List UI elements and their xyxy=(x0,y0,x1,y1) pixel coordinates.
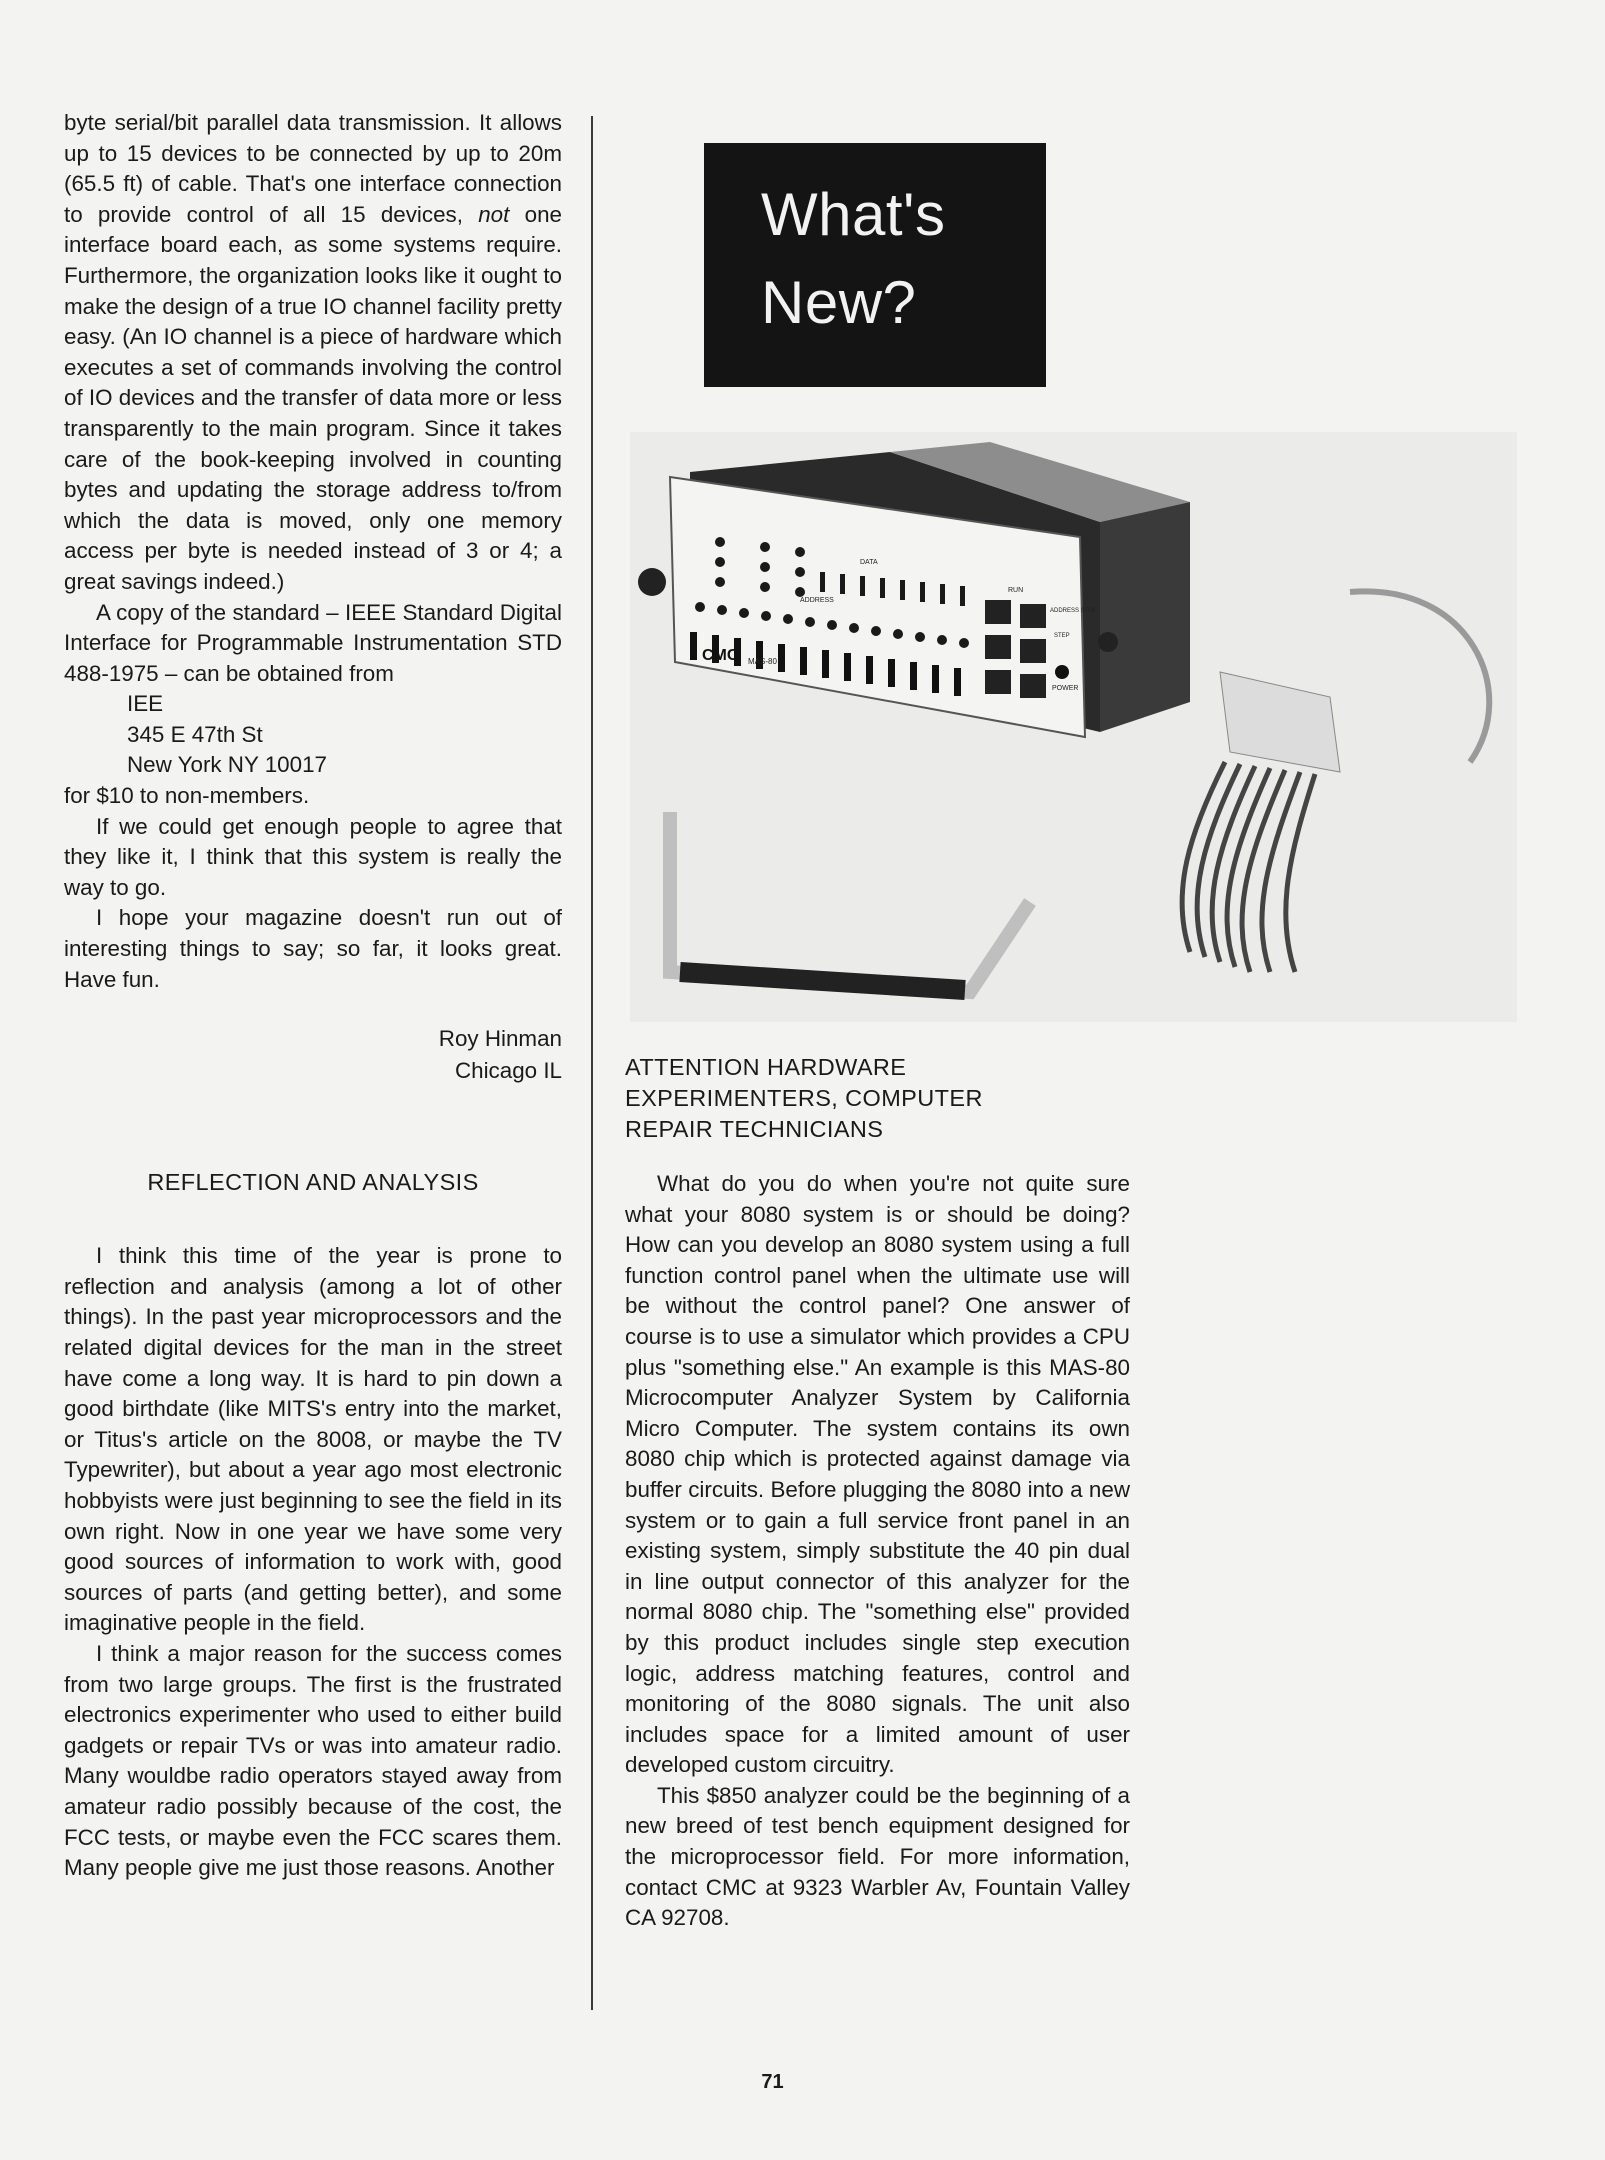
address-line: 345 E 47th St xyxy=(127,721,263,747)
address-line: IEE xyxy=(127,691,164,717)
body-paragraph: I think a major reason for the success comes from two large groups. The first is the frustrated electronics experimenter who used to either build gadgets or repair TVs or was into amateur radio. Many wouldbe radio operators stayed away from amateur radio possibly because of the cost, the FCC tests, or maybe even the FCC scares them. Many people give me just those reasons. Another xyxy=(64,1640,562,1881)
heading-line: ATTENTION HARDWARE xyxy=(625,1054,907,1080)
panel-brand: CMC xyxy=(702,647,739,664)
page-number: 71 xyxy=(761,2071,784,2093)
whats-new-banner xyxy=(704,143,1046,387)
step-label: STEP xyxy=(1054,633,1070,639)
banner-line: What's xyxy=(761,181,946,248)
body-paragraph: for $10 to non-members. xyxy=(64,783,310,809)
letter-signature xyxy=(64,1023,562,1087)
power-label: POWER xyxy=(1052,685,1079,692)
mailing-address xyxy=(127,689,562,781)
body-paragraph: byte serial/bit parallel data transmission. It allows up to 15 devices to be connected by up to 20m (65.5 ft) of cable. That's one interface connection to provide control of all 15 devices, not one interface board each, as some systems require. Furthermore, the organization looks like it ought to make the design of a true IO channel facility pretty easy. (An IO channel is a piece of hardware which executes a set of commands involving the control of IO devices and the transfer of data more or less transparently to the main program. Since it takes care of the book-keeping involved in counting bytes and updating the storage address to/from which the data is moved, only one memory access per byte is needed instead of 3 or 4; a great savings indeed.) xyxy=(64,110,562,594)
address-label: ADDRESS xyxy=(800,597,834,604)
banner-line: New? xyxy=(761,269,917,336)
panel-model: MAS-80 xyxy=(748,657,777,666)
right-column xyxy=(625,1052,1130,1934)
analyzer-illustration xyxy=(630,432,1517,1022)
signature-name: Roy Hinman xyxy=(438,1026,562,1052)
body-paragraph: I hope your magazine doesn't run out of interesting things to say; so far, it looks great. Have fun. xyxy=(64,905,562,992)
body-paragraph: What do you do when you're not quite sure what your 8080 system is or should be doing? How can you develop an 8080 system using a full function control panel when the ultimate use will be without the control panel? One answer of course is to use a simulator which provides a CPU plus "something else." An example is this MAS-80 Microcomputer Analyzer System by California Micro Computer. The system contains its own 8080 chip which is protected against damage via buffer circuits. Before plugging the 8080 into a new system or to gain a full service front panel in an existing system, simply substitute the 40 pin dual in line output connector of this analyzer for the normal 8080 chip. The "something else" provided by this product includes single step execution logic, address matching features, control and monitoring of the 8080 signals. The unit also includes space for a limited amount of user developed custom circuitry. xyxy=(625,1171,1130,1778)
signature-city: Chicago IL xyxy=(454,1058,562,1084)
section-heading: REFLECTION AND ANALYSIS xyxy=(147,1169,479,1196)
data-label: DATA xyxy=(860,559,878,566)
body-paragraph: I think this time of the year is prone to reflection and analysis (among a lot of other things). In the past year microprocessors and the related digital devices for the man in the street have come a long way. It is hard to pin down a good birthdate (like MITS's entry into the market, or Titus's article on the 8008, or maybe the TV Typewriter), but about a year ago most electronic hobbyists were just beginning to see the field in its own right. Now in one year we have some very good sources of information to work with, good sources of parts (and getting better), and some imaginative people in the field. xyxy=(64,1243,562,1636)
heading-line: REPAIR TECHNICIANS xyxy=(625,1116,884,1142)
article-heading xyxy=(625,1052,1130,1145)
product-photo xyxy=(630,432,1517,1022)
body-paragraph: If we could get enough people to agree that they like it, I think that this system is really the way to go. xyxy=(64,813,562,900)
address-line: New York NY 10017 xyxy=(127,752,327,778)
left-column xyxy=(64,108,562,1884)
body-paragraph: A copy of the standard – IEEE Standard Digital Interface for Programmable Instrumentation STD 488-1975 – can be obtained from xyxy=(64,599,562,686)
address-stop-label: ADDRESS STOP xyxy=(1050,608,1097,614)
run-label: RUN xyxy=(1008,587,1024,594)
body-paragraph: This $850 analyzer could be the beginning of a new breed of test bench equipment designed for the microprocessor field. For more information, contact CMC at 9323 Warbler Av, Fountain Valley CA 92708. xyxy=(625,1782,1130,1931)
column-divider xyxy=(591,116,593,2010)
heading-line: EXPERIMENTERS, COMPUTER xyxy=(625,1085,983,1111)
